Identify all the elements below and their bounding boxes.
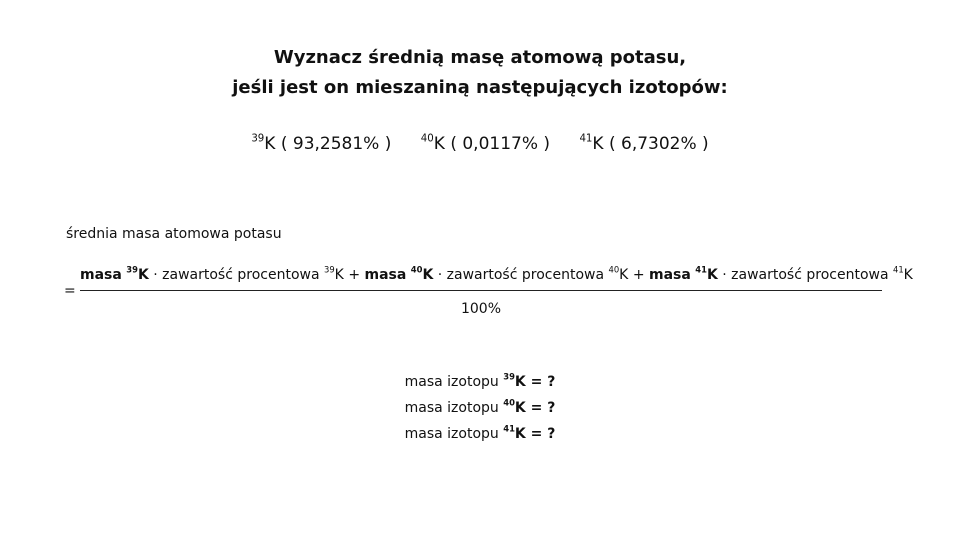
isotope-symbol: K bbox=[422, 267, 434, 283]
masa-word: masa bbox=[649, 267, 691, 283]
isotope-mass-number: 41 bbox=[579, 133, 593, 145]
multiply-dot: · bbox=[153, 267, 158, 283]
isotope-mass-number: 41 bbox=[695, 264, 707, 275]
content-word: zawartość procentowa bbox=[446, 267, 605, 283]
isotope-symbol: K bbox=[514, 426, 526, 442]
isotope-symbol: K bbox=[592, 134, 604, 154]
question-prefix: masa izotopu bbox=[404, 400, 499, 416]
formula-denominator: 100% bbox=[460, 301, 502, 317]
question-suffix: = ? bbox=[530, 400, 556, 416]
isotope-mass-number: 39 bbox=[251, 133, 265, 145]
isotope-mass-number: 40 bbox=[608, 264, 620, 275]
isotope-abundance: ( 93,2581% ) bbox=[280, 134, 392, 154]
multiply-dot: · bbox=[722, 267, 727, 283]
isotope-symbol: K bbox=[514, 374, 526, 390]
question-isotope-41 bbox=[0, 423, 960, 442]
question-isotope-39 bbox=[0, 371, 960, 390]
isotope-list bbox=[0, 132, 960, 156]
content-word: zawartość procentowa bbox=[162, 267, 320, 283]
question-suffix: = ? bbox=[530, 374, 556, 390]
isotope-mass-number: 41 bbox=[893, 264, 904, 275]
isotope-symbol: K bbox=[619, 267, 629, 283]
isotope-mass-number: 39 bbox=[126, 264, 138, 275]
isotope-symbol: K bbox=[706, 267, 718, 283]
isotope-abundance: ( 6,7302% ) bbox=[608, 134, 709, 154]
isotope-mass-number: 40 bbox=[420, 133, 434, 145]
multiply-dot: · bbox=[437, 267, 443, 283]
question-isotope-40 bbox=[0, 397, 960, 416]
plus-sign: + bbox=[348, 267, 361, 283]
isotope-mass-number: 40 bbox=[503, 397, 515, 408]
question-prefix: masa izotopu bbox=[404, 426, 499, 442]
isotope-40 bbox=[421, 132, 550, 156]
isotope-39 bbox=[251, 132, 391, 156]
isotope-symbol: K bbox=[433, 134, 445, 154]
isotope-symbol: K bbox=[334, 267, 344, 283]
isotope-symbol: K bbox=[137, 267, 149, 283]
question-prefix: masa izotopu bbox=[404, 374, 499, 390]
isotope-mass-number: 41 bbox=[503, 423, 515, 434]
isotope-41 bbox=[579, 132, 708, 156]
question-suffix: = ? bbox=[530, 426, 556, 442]
plus-sign: + bbox=[632, 267, 645, 283]
content-word: zawartość procentowa bbox=[731, 267, 889, 283]
isotope-symbol: K bbox=[264, 134, 276, 154]
masa-word: masa bbox=[364, 267, 407, 283]
formula-numerator bbox=[80, 264, 913, 283]
isotope-symbol: K bbox=[903, 267, 913, 283]
isotope-mass-number: 39 bbox=[503, 371, 515, 382]
isotope-mass-number: 40 bbox=[410, 264, 423, 275]
isotope-abundance: ( 0,0117% ) bbox=[450, 134, 551, 154]
masa-word: masa bbox=[80, 267, 122, 283]
fraction-line bbox=[80, 290, 882, 291]
task-title-line-2: jeśli jest on mieszaniną następujących izotopów: bbox=[232, 77, 728, 98]
isotope-symbol: K bbox=[514, 400, 526, 416]
task-title-line-1: Wyznacz średnią masę atomową potasu, bbox=[273, 47, 687, 68]
average-mass-label: średnia masa atomowa potasu bbox=[66, 226, 282, 242]
equals-sign: = bbox=[64, 283, 76, 299]
isotope-mass-number: 39 bbox=[324, 264, 335, 275]
